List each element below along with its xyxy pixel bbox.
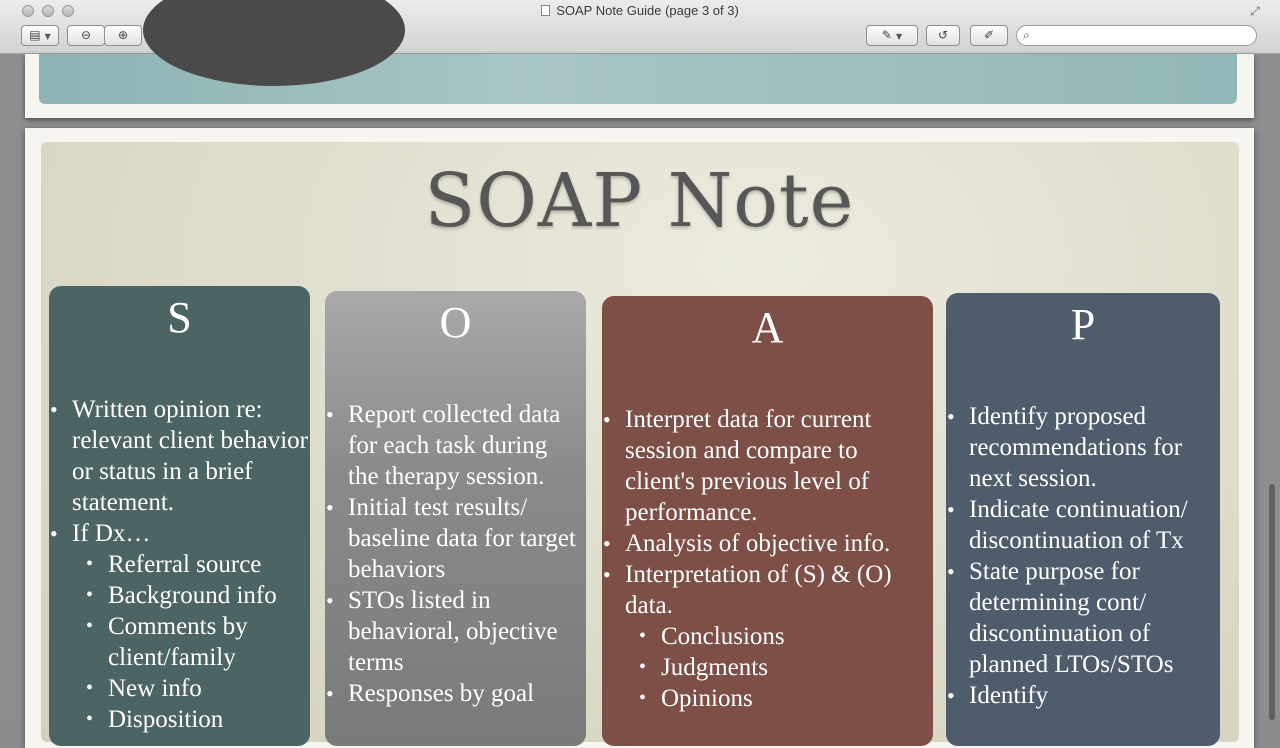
search-icon: ⌕ bbox=[1023, 28, 1030, 42]
column-list bbox=[325, 399, 584, 709]
soap-column-plan bbox=[946, 293, 1220, 746]
column-letter: O bbox=[439, 298, 472, 347]
soap-column-assessment bbox=[602, 296, 933, 746]
sub-list-item: • Conclusions bbox=[661, 621, 925, 652]
sub-list-item: • New info bbox=[108, 673, 310, 704]
vertical-scrollbar[interactable] bbox=[1265, 54, 1280, 720]
rotate-icon: ↺ bbox=[937, 28, 949, 42]
annotate-button[interactable] bbox=[866, 25, 918, 46]
sub-list-item: • Background info bbox=[108, 580, 310, 611]
zoom-out-button[interactable] bbox=[67, 25, 105, 46]
list-item: • State purpose for determining cont/ discontinuation of planned LTOs/STOs bbox=[969, 556, 1219, 680]
sub-list-item: • Opinions bbox=[661, 683, 925, 714]
list-item: • Responses by goal bbox=[348, 678, 584, 709]
sub-list bbox=[72, 549, 310, 735]
list-item: • Interpret data for current session and compare to client's previous level of performance. bbox=[625, 404, 925, 528]
soap-column-subjective bbox=[49, 286, 310, 746]
list-item: • Identify bbox=[969, 680, 1219, 711]
chevron-down-icon: ▼ bbox=[44, 32, 51, 41]
window-title-text: SOAP Note Guide (page 3 of 3) bbox=[556, 3, 739, 18]
column-list bbox=[946, 401, 1219, 711]
sub-list bbox=[625, 621, 925, 714]
pen-icon: ✎ bbox=[881, 28, 892, 42]
list-item: • Analysis of objective info. bbox=[625, 528, 925, 559]
document-viewer[interactable] bbox=[0, 54, 1280, 733]
list-item: • Indicate continuation/ discontinuation of Tx bbox=[969, 494, 1219, 556]
sidebar-toggle-button[interactable] bbox=[21, 25, 59, 46]
sub-list-item: • Referral source bbox=[108, 549, 310, 580]
fullscreen-icon[interactable]: ⤢ bbox=[1250, 4, 1260, 18]
list-item: • Initial test results/ baseline data for target behaviors bbox=[348, 492, 584, 585]
edit-icon: ✐ bbox=[983, 28, 995, 42]
list-item: • Written opinion re: relevant client behavior or status in a brief statement. bbox=[72, 394, 310, 518]
search-field[interactable] bbox=[1016, 25, 1257, 46]
list-item: • If Dx… • Referral source • Background info • Comments by client/family • New info • Disposition bbox=[72, 518, 310, 735]
edit-toolbar-button[interactable] bbox=[970, 25, 1008, 46]
list-item: • Identify proposed recommendations for next session. bbox=[969, 401, 1219, 494]
zoom-in-button[interactable] bbox=[104, 25, 142, 46]
column-letter: S bbox=[167, 293, 192, 342]
zoom-out-icon: ⊖ bbox=[80, 28, 92, 42]
sidebar-icon: ▤ bbox=[29, 28, 41, 42]
column-list bbox=[602, 404, 925, 714]
list-item: • STOs listed in behavioral, objective terms bbox=[348, 585, 584, 678]
column-letter: P bbox=[1070, 300, 1096, 349]
sub-list-item: • Comments by client/family bbox=[108, 611, 310, 673]
current-page bbox=[25, 128, 1254, 748]
search-input[interactable] bbox=[1039, 28, 1253, 45]
slide-title: SOAP Note bbox=[424, 158, 855, 244]
list-item: • Report collected data for each task during the therapy session. bbox=[348, 399, 584, 492]
column-letter: A bbox=[751, 303, 784, 352]
sub-list-item: • Judgments bbox=[661, 652, 925, 683]
sub-list-item: • Disposition bbox=[108, 704, 310, 735]
list-item: • Interpretation of (S) & (O) data. • Conclusions • Judgments • Opinions bbox=[625, 559, 925, 714]
pdf-document-icon bbox=[541, 5, 550, 16]
soap-column-objective bbox=[325, 291, 586, 746]
previous-page bbox=[25, 54, 1254, 118]
column-list bbox=[49, 394, 310, 735]
zoom-in-icon: ⊕ bbox=[117, 28, 129, 42]
scrollbar-thumb[interactable] bbox=[1269, 484, 1275, 720]
rotate-button[interactable] bbox=[926, 25, 960, 46]
chevron-down-icon: ▼ bbox=[895, 32, 903, 41]
